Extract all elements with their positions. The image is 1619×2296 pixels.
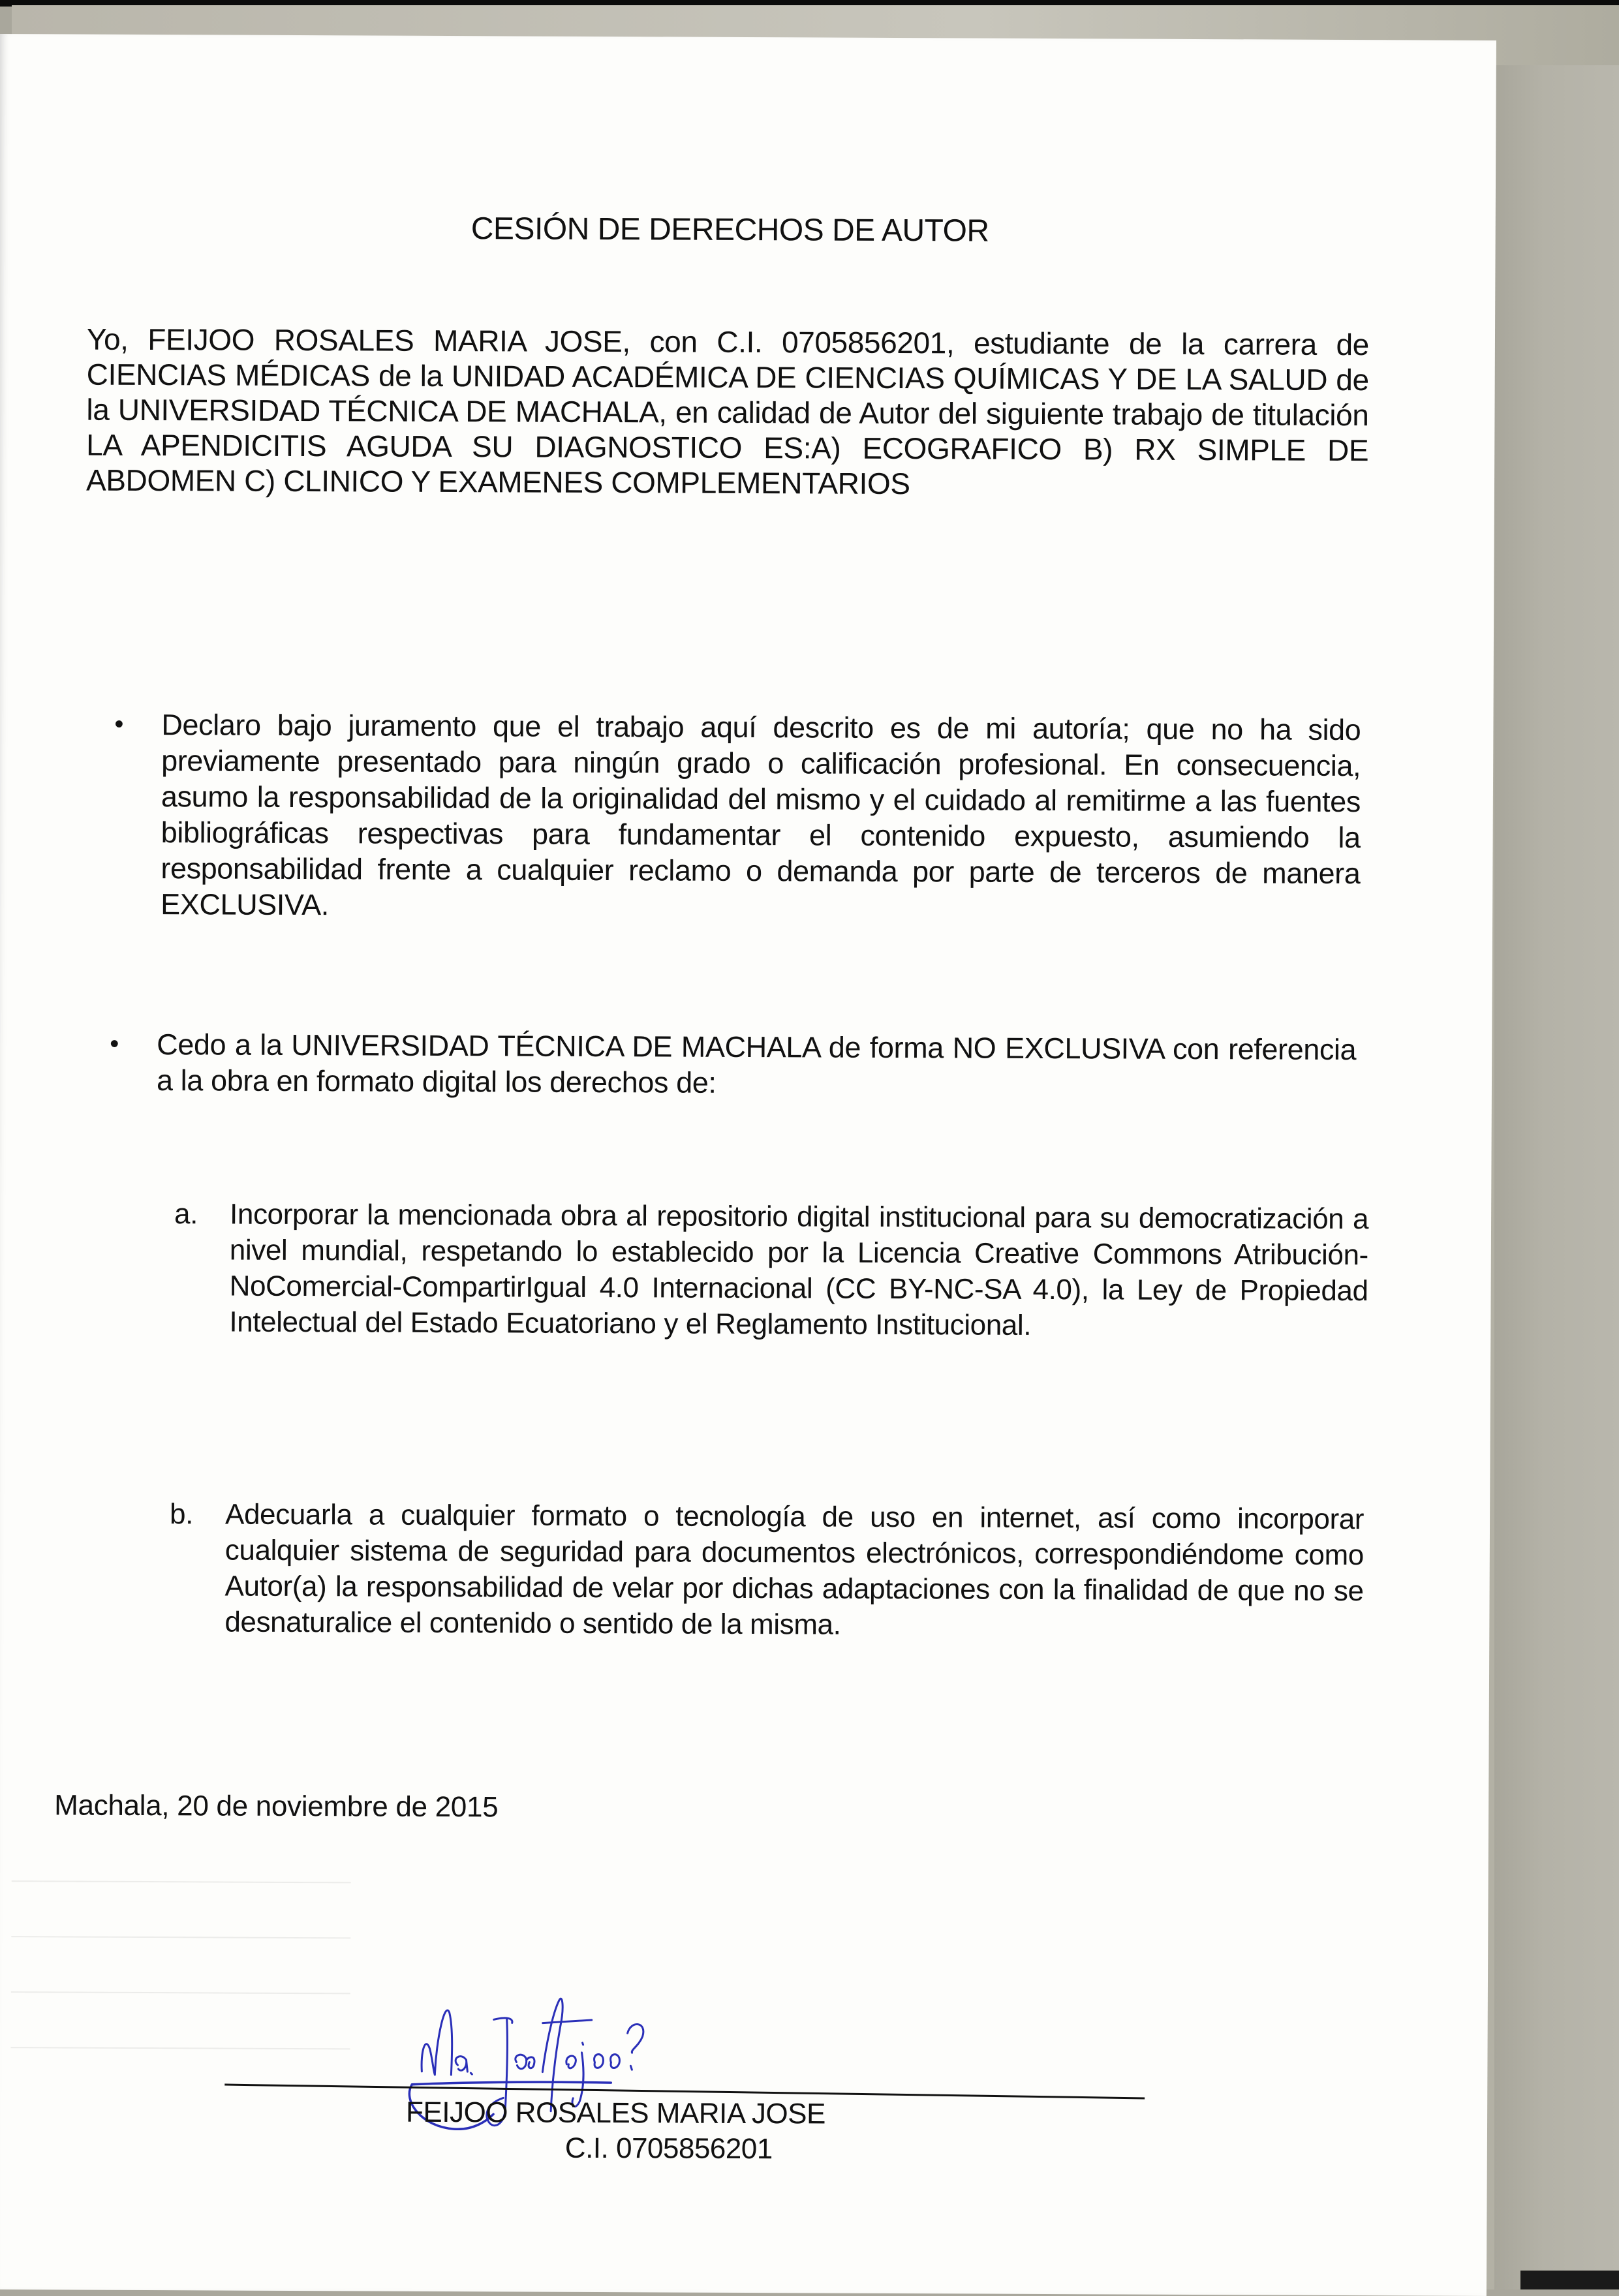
signatory-id: C.I. 0705856201: [564, 2132, 773, 2166]
right-item-a: [174, 1196, 1368, 1345]
signatory-name: FEIJOO ROSALES MARIA JOSE: [406, 2096, 825, 2130]
signature-stroke: [516, 2055, 534, 2069]
declaration-text: Declaro bajo juramento que el trabajo aquí descrito es de mi autoría; que no ha sido previamente presentado para ningún grado o calificación profesional. En consecuencia, asumo la responsabilidad de la originalidad del mismo y el cuidado al remitirme a las fuentes bibliográficas respectivas para fundamentar el contenido expuesto, asumiendo la responsabilidad frente a cualquier reclamo o demanda por parte de terceros de manera EXCLUSIVA.: [161, 708, 1361, 922]
item-marker: a.: [174, 1198, 198, 1231]
rights-cession-text: Cedo a la UNIVERSIDAD TÉCNICA DE MACHALA de forma NO EXCLUSIVA con referencia a la obra en formato digital los derechos de:: [156, 1028, 1357, 1099]
scanner-right-margin: [1494, 65, 1619, 2289]
right-item-b: [169, 1496, 1364, 1645]
declaration-bullet: [114, 707, 1361, 927]
document-page: [0, 34, 1496, 2296]
signature-stroke: [422, 2010, 472, 2075]
intro-paragraph: Yo, FEIJOO ROSALES MARIA JOSE, con C.I. 0705856201, estudiante de la carrera de CIENCIAS MÉDICAS de la UNIDAD ACADÉMICA DE CIENCIAS QUÍMICAS Y DE LA SALUD de la UNIVERSIDAD TÉCNICA DE MACHALA, en calidad de Autor del siguiente trabajo de titulación LA APENDICITIS AGUDA SU DIAGNOSTICO ES:A) ECOGRAFICO B) RX SIMPLE DE ABDOMEN C) CLINICO Y EXAMENES COMPLEMENTARIOS: [85, 322, 1370, 501]
signature-stroke: [594, 2055, 620, 2068]
right-item-text: Incorporar la mencionada obra al repositorio digital institucional para su democratización a nivel mundial, respetando lo establecido por la Licencia Creative Commons Atribución-NoComercial-CompartirIgual 4.0 Internacional (CC BY-NC-SA 4.0), la Ley de Propiedad Intelectual del Estado Ecuatoriano y el Reglamento Institucional.: [229, 1198, 1369, 1341]
rights-cession-bullet: [110, 1026, 1356, 1103]
signature-stroke: [627, 2024, 643, 2070]
item-marker: b.: [169, 1498, 194, 1531]
bullet-marker: •: [114, 709, 124, 739]
bullet-marker: •: [110, 1029, 119, 1058]
right-item-text: Adecuarla a cualquier formato o tecnología de uso en internet, así como incorporar cualquier sistema de seguridad para documentos electrónicos, correspondiéndome como Autor(a) la responsabilidad de velar por dichas adaptaciones con la finalidad de que no se desnaturalice el contenido o sentido de la misma.: [224, 1498, 1365, 1641]
document-content: [0, 34, 1496, 2296]
document-title: CESIÓN DE DERECHOS DE AUTOR: [470, 211, 989, 249]
signature-stroke: [542, 1998, 592, 2111]
scanner-bottom-edge: [1520, 2271, 1619, 2289]
place-and-date: Machala, 20 de noviembre de 2015: [54, 1789, 499, 1824]
